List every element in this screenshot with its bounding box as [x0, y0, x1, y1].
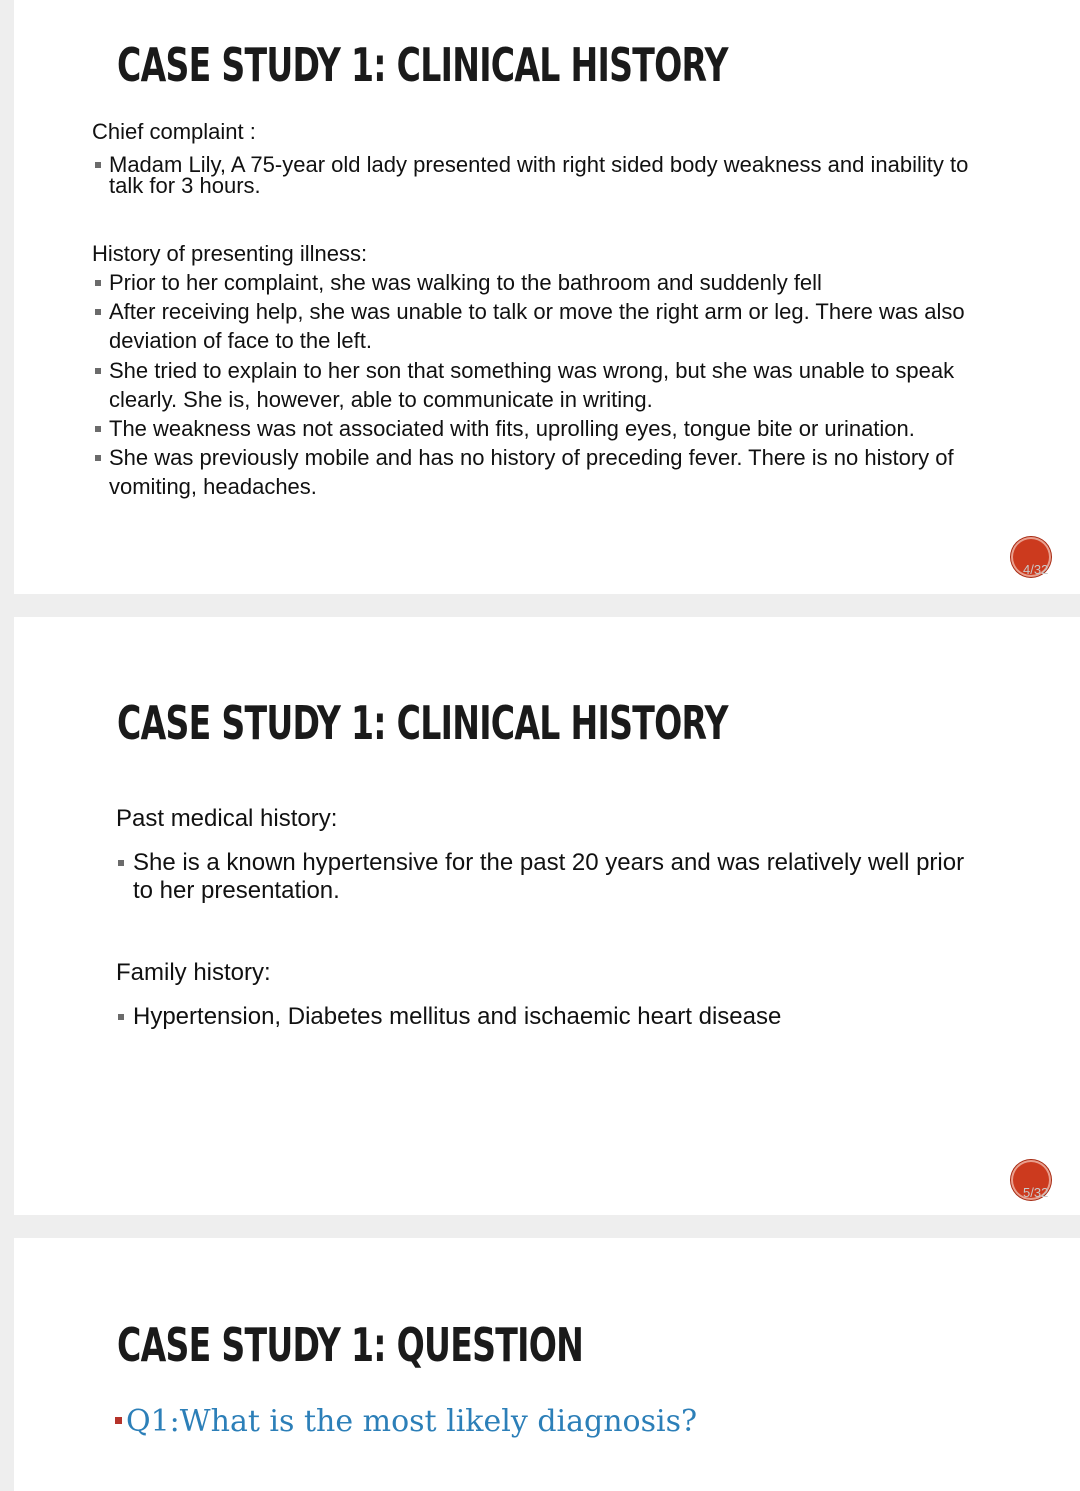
list-item-text: Madam Lily, A 75-year old lady presented with right sided body weakness and inability to talk for 3 hours. [109, 152, 969, 198]
slide-title: CASE STUDY 1: CLINICAL HISTORY [117, 38, 728, 92]
list-item-text: She was previously mobile and has no history of preceding fever. There is no history of vomiting, headaches. [109, 445, 954, 500]
bullet-icon [95, 280, 101, 286]
bullet-icon [95, 455, 101, 461]
slide-title: CASE STUDY 1: CLINICAL HISTORY [117, 696, 728, 750]
chief-complaint-list [92, 154, 992, 196]
slide-4 [14, 0, 1080, 594]
family-history-heading: Family history: [116, 959, 271, 986]
list-item-text: The weakness was not associated with fits, uprolling eyes, tongue bite or urination. [109, 416, 915, 442]
question-item [115, 1404, 697, 1439]
past-medical-history-heading: Past medical history: [116, 805, 338, 832]
slide-6 [14, 1238, 1080, 1491]
past-medical-history-list [116, 849, 976, 905]
list-item [92, 154, 992, 196]
family-history-list [116, 1003, 976, 1031]
list-item [116, 1003, 976, 1031]
bullet-icon [95, 162, 101, 168]
list-item [92, 268, 992, 297]
page-number: 4/32 [1023, 562, 1049, 577]
list-item [92, 443, 992, 501]
bullet-icon [115, 1417, 122, 1424]
list-item-text: After receiving help, she was unable to talk or move the right arm or leg. There was also deviation of face to the left. [109, 299, 965, 354]
slide-title: CASE STUDY 1: QUESTION [117, 1318, 584, 1372]
list-item-text: She tried to explain to her son that something was wrong, but she was unable to speak clearly. She is, however, able to communicate in writing. [109, 357, 955, 412]
page-number: 5/32 [1023, 1185, 1049, 1200]
page-indicator[interactable] [1011, 1160, 1051, 1200]
list-item [92, 356, 992, 414]
list-item-text: Prior to her complaint, she was walking to the bathroom and suddenly fell [109, 270, 822, 295]
list-item [116, 849, 976, 905]
list-item [92, 297, 992, 355]
chief-complaint-heading: Chief complaint : [92, 119, 256, 144]
presenting-illness-list [92, 268, 992, 502]
question-text: Q1:What is the most likely diagnosis? [126, 1404, 698, 1439]
bullet-icon [118, 1014, 124, 1020]
bullet-icon [95, 368, 101, 374]
bullet-icon [118, 860, 124, 866]
bullet-icon [95, 309, 101, 315]
list-item-text: She is a known hypertensive for the past 20 years and was relatively well prior to her presentation. [133, 849, 965, 904]
presenting-illness-heading: History of presenting illness: [92, 241, 368, 266]
bullet-icon [95, 426, 101, 432]
list-item [92, 414, 992, 443]
page-indicator[interactable] [1011, 537, 1051, 577]
list-item-text: Hypertension, Diabetes mellitus and ischaemic heart disease [133, 1003, 782, 1030]
slide-5 [14, 617, 1080, 1215]
